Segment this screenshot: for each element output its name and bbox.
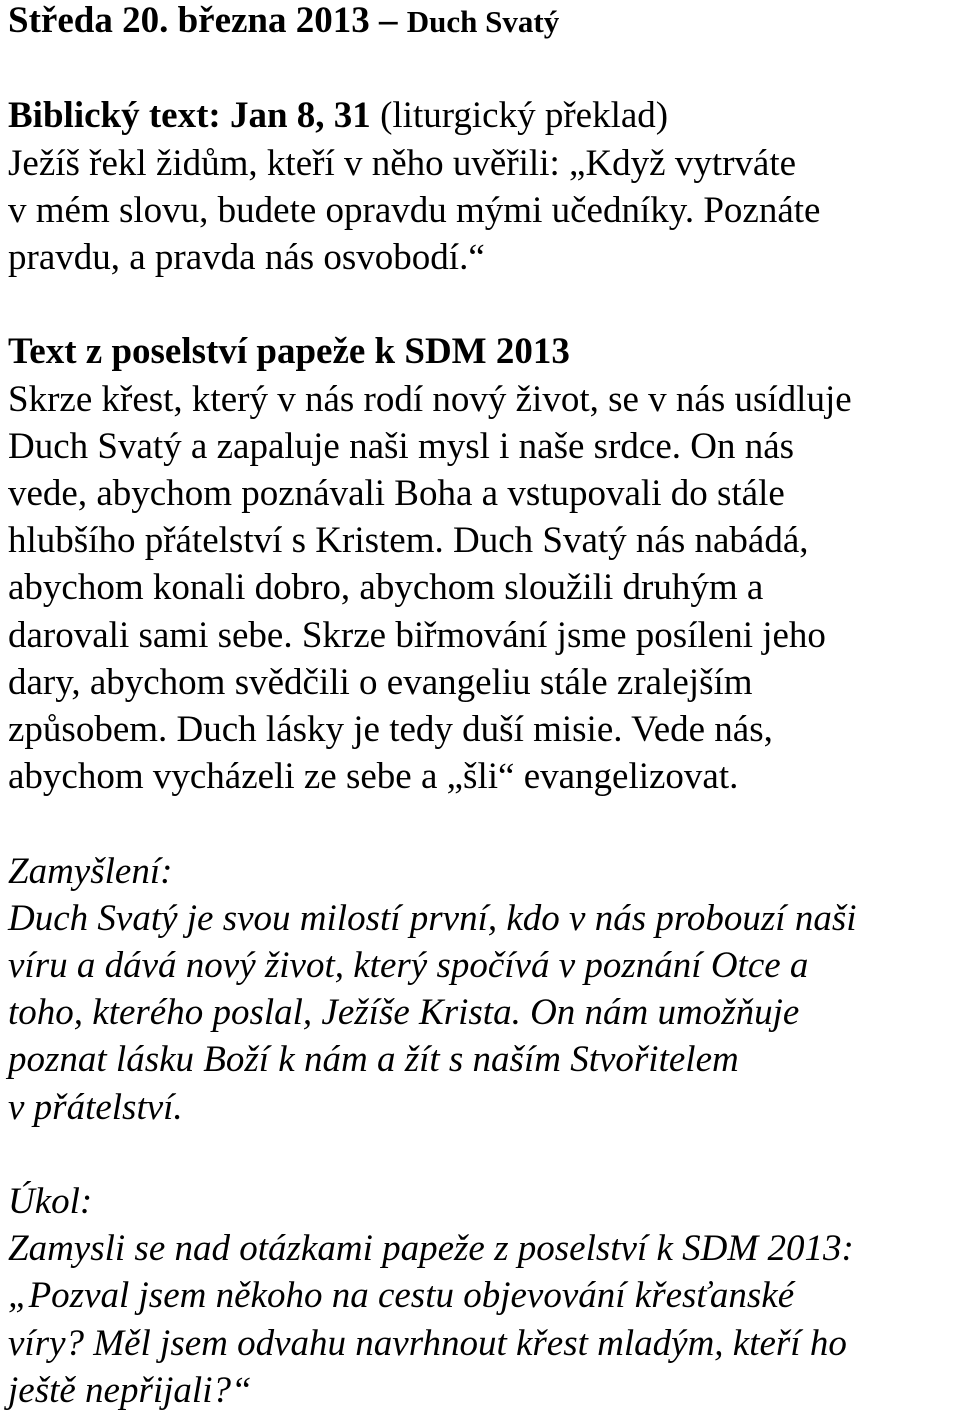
page-title-topic: Duch Svatý [406,4,560,39]
message-line: způsobem. Duch lásky je tedy duší misie. Vede nás, [8,709,773,751]
page-title-date: Středa 20. března 2013 – [8,0,407,41]
reflection-heading: Zamyšlení: [8,850,173,892]
bible-line: Ježíš řekl židům, kteří v něho uvěřili: „Když vytrváte [8,142,797,184]
task-heading: Úkol: [8,1181,93,1223]
reflection-line: víru a dává nový život, který spočívá v poznání Otce a [8,945,809,987]
message-line: vede, abychom poznávali Boha a vstupovali do stále [8,473,785,514]
document-page [8,0,958,1414]
message-heading: Text z poselství papeže k SDM 2013 [8,331,570,373]
spacer [8,1131,958,1178]
task-line: víry? Měl jsem odvahu navrhnout křest mladým, kteří ho [8,1322,847,1364]
spacer [8,281,958,328]
bible-section [8,92,958,281]
task-line: Zamysli se nad otázkami papeže z poselství k SDM 2013: [8,1228,854,1270]
task-line: „Pozval jsem někoho na cestu objevování křesťanské [8,1275,795,1317]
reflection-section [8,848,958,1131]
spacer [8,45,958,92]
reflection-line: v přátelství. [8,1086,183,1128]
message-line: abychom vycházeli ze sebe a „šli“ evangelizovat. [8,756,739,798]
message-line: hlubšího přátelství s Kristem. Duch Svatý nás nabádá, [8,520,809,562]
message-line: Skrze křest, který v nás rodí nový život, se v nás usídluje [8,378,852,420]
reflection-line: poznat lásku Boží k nám a žít s naším Stvořitelem [8,1039,739,1081]
reflection-line: toho, kterého poslal, Ježíše Krista. On nám umožňuje [8,992,800,1034]
bible-line: v mém slovu, budete opravdu mými učedníky. Poznáte [8,189,821,231]
bible-heading [8,92,958,139]
message-line: Duch Svatý a zapaluje naši mysl i naše srdce. On nás [8,425,795,467]
bible-line: pravdu, a pravda nás osvobodí.“ [8,237,485,278]
message-line: darovali sami sebe. Skrze biřmování jsme posíleni jeho [8,614,826,656]
message-line: dary, abychom svědčili o evangeliu stále zralejším [8,661,753,703]
bible-heading-ref: Biblický text: Jan 8, 31 [8,95,371,137]
bible-heading-note: (liturgický překlad) [370,95,669,137]
reflection-line: Duch Svatý je svou milostí první, kdo v nás probouzí naši [8,897,857,939]
spacer [8,800,958,847]
page-title [8,0,958,45]
task-section [8,1178,958,1414]
message-section [8,328,958,800]
task-line: ještě nepřijali?“ [8,1369,252,1411]
message-line: abychom konali dobro, abychom sloužili druhým a [8,567,764,609]
